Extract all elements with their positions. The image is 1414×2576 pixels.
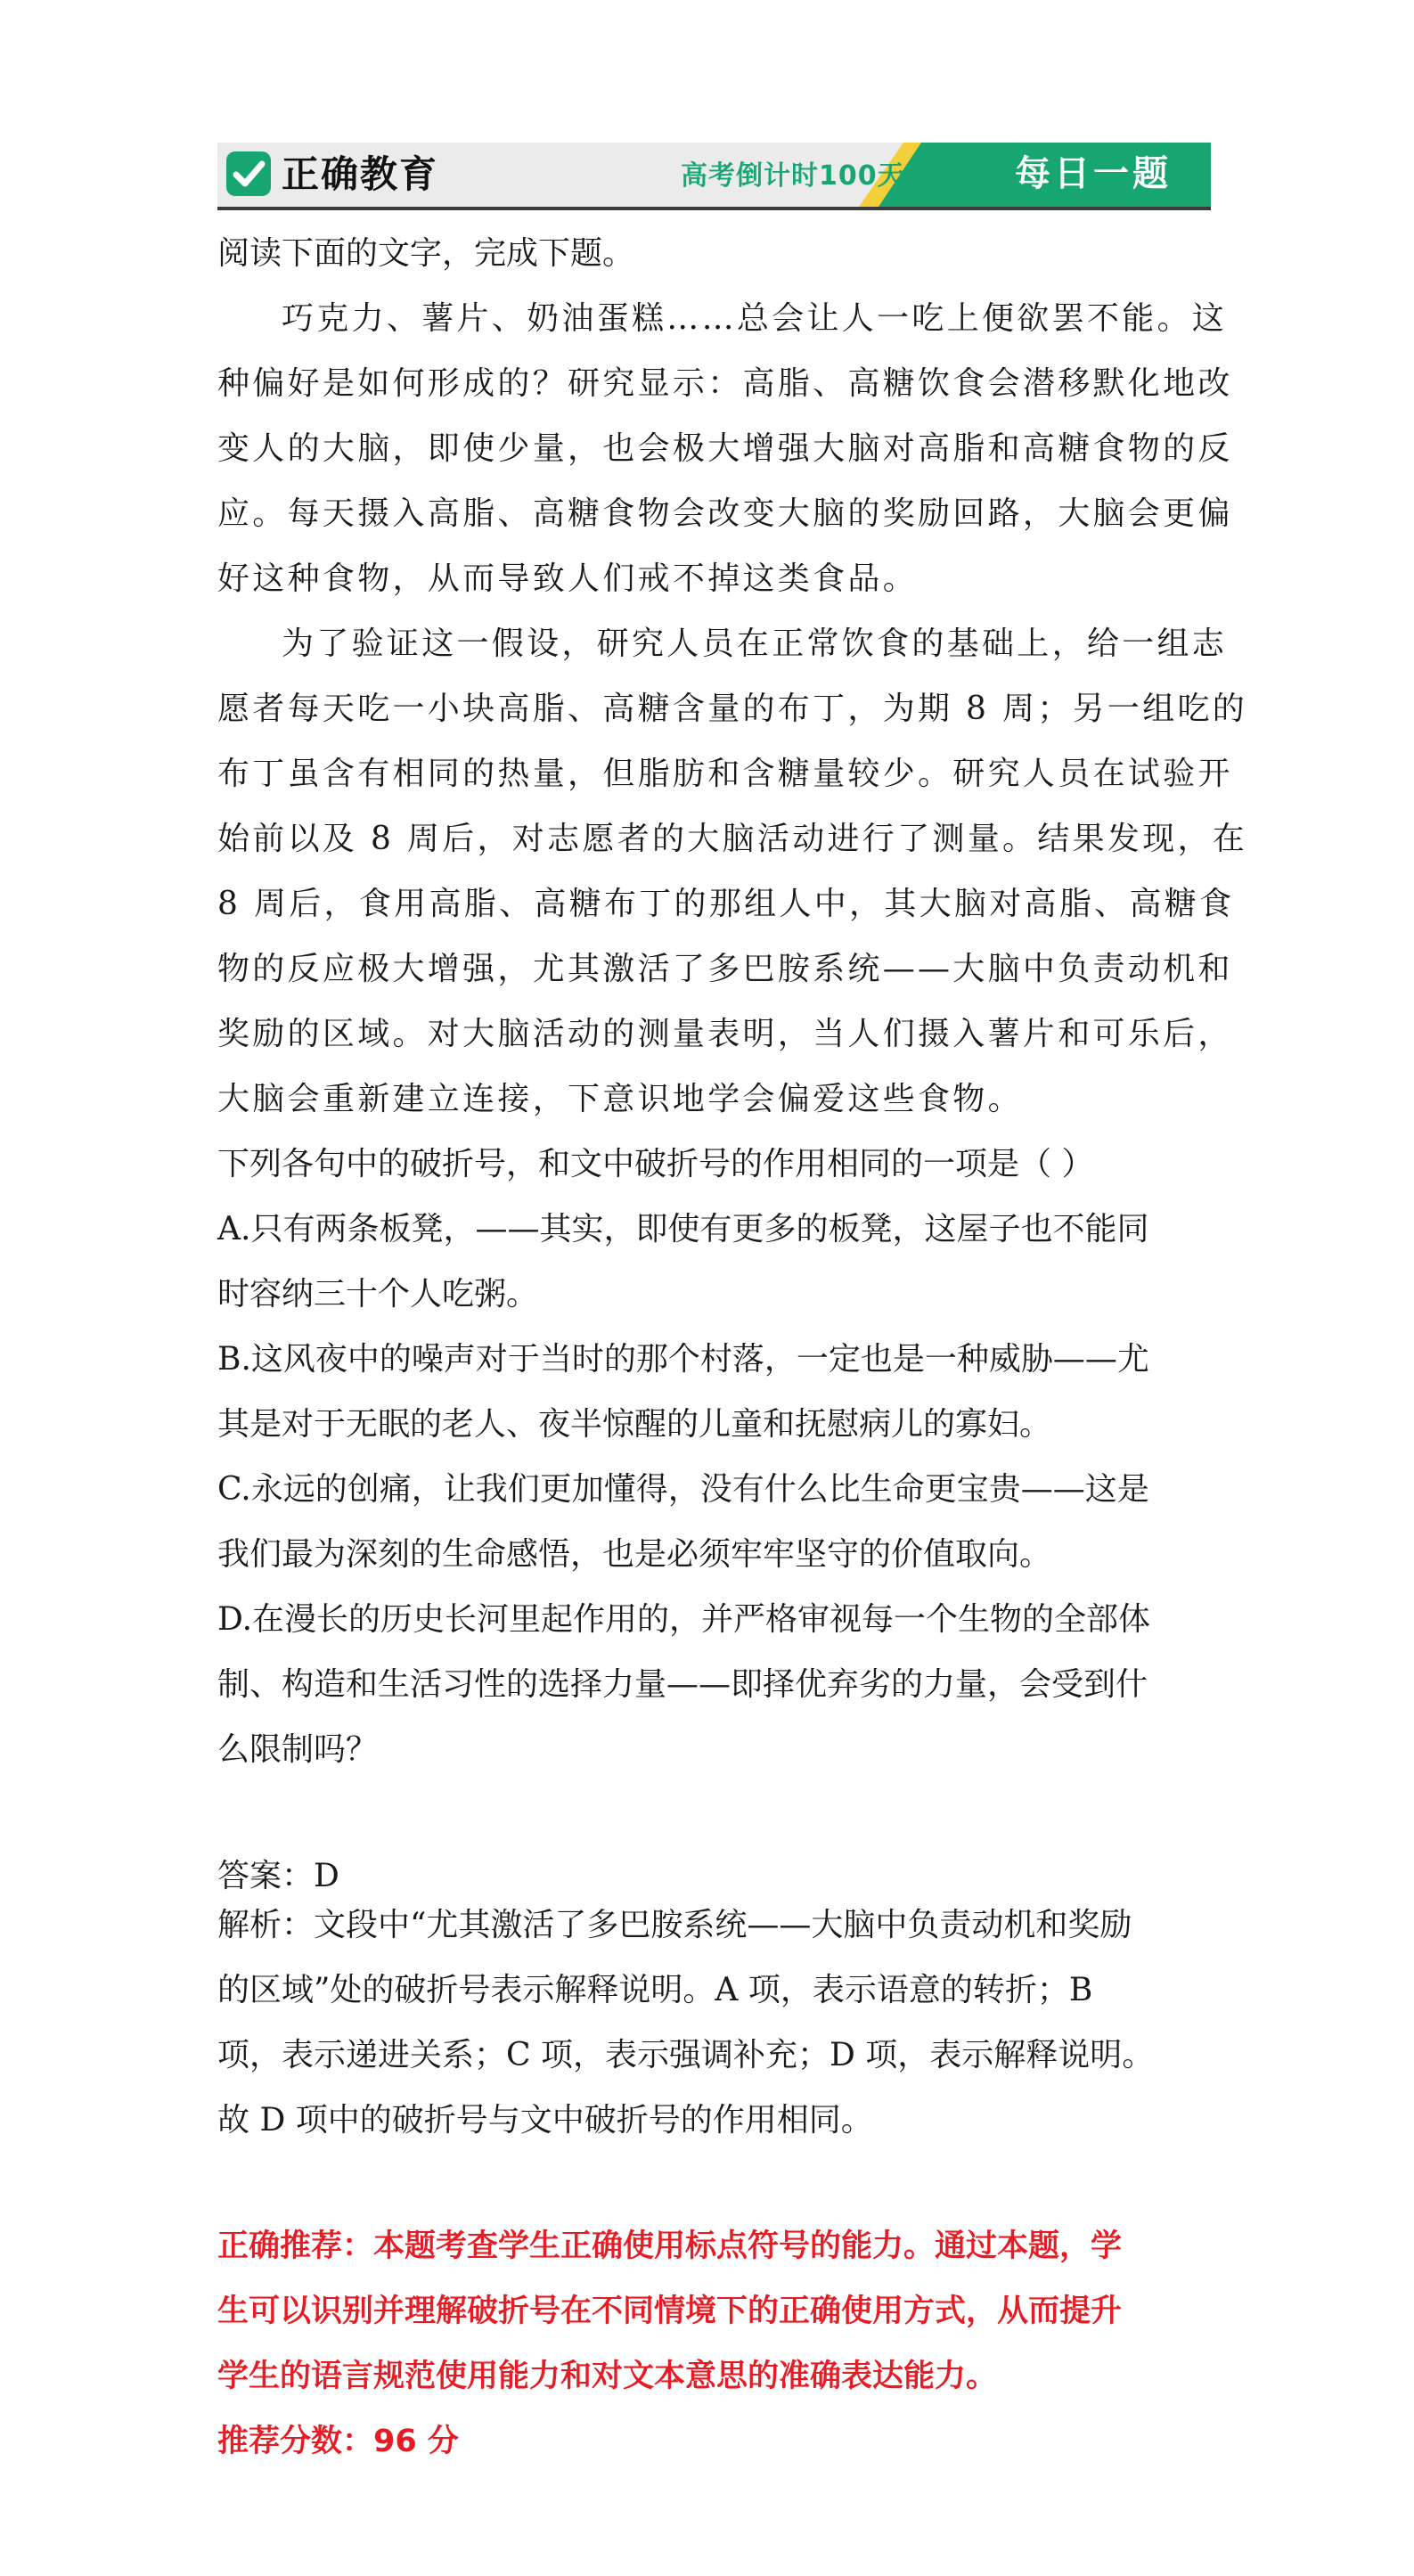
option-a: A.只有两条板凳，——其实，即使有更多的板凳，这屋子也不能同 — [217, 1211, 1149, 1247]
instruction: 阅读下面的文字，完成下题。 — [217, 235, 635, 272]
recommend-line: 生可以识别并理解破折号在不同情境下的正确使用方式，从而提升 — [217, 2294, 1123, 2329]
recommend-score: 推荐分数：96 分 — [217, 2424, 459, 2459]
passage-line: 变人的大脑，即使少量，也会极大增强大脑对高脂和高糖食物的反 — [217, 430, 1233, 467]
passage-line: 8 周后，食用高脂、高糖布丁的那组人中，其大脑对高脂、高糖食 — [217, 886, 1235, 922]
passage-line: 应。每天摄入高脂、高糖食物会改变大脑的奖励回路，大脑会更偏 — [217, 495, 1233, 532]
option-d: D.在漫长的历史长河里起作用的，并严格审视每一个生物的全部体 — [217, 1601, 1151, 1638]
passage-line: 奖励的区域。对大脑活动的测量表明，当人们摄入薯片和可乐后， — [217, 1016, 1233, 1052]
analysis-line: 故 D 项中的破折号与文中破折号的作用相同。 — [217, 2102, 873, 2138]
header-rule — [217, 207, 1211, 210]
option-c: 我们最为深刻的生命感悟，也是必须牢牢坚守的价值取向。 — [217, 1536, 1052, 1573]
passage-line: 好这种食物，从而导致人们戒不掉这类食品。 — [217, 560, 919, 597]
analysis-line: 解析：文段中“尤其激活了多巴胺系统——大脑中负责动机和奖励 — [217, 1907, 1132, 1943]
recommend-line: 正确推荐：本题考查学生正确使用标点符号的能力。通过本题，学 — [217, 2228, 1123, 2264]
analysis-line: 的区域”处的破折号表示解释说明。A 项，表示语意的转折；B — [217, 1972, 1093, 2008]
recommend-line: 学生的语言规范使用能力和对文本意思的准确表达能力。 — [217, 2359, 998, 2394]
option-a: 时容纳三十个人吃粥。 — [217, 1276, 539, 1313]
answer: 答案：D — [217, 1858, 339, 1894]
analysis-line: 项，表示递进关系；C 项，表示强调补充；D 项，表示解释说明。 — [217, 2037, 1155, 2073]
countdown-label: 高考倒计时100天 — [681, 160, 905, 192]
option-d: 制、构造和生活习性的选择力量——即择优弃劣的力量，会受到什 — [217, 1666, 1148, 1703]
option-b: 其是对于无眠的老人、夜半惊醒的儿童和抚慰病儿的寡妇。 — [217, 1406, 1052, 1443]
option-b: B.这风夜中的噪声对于当时的那个村落，一定也是一种威胁——尤 — [217, 1341, 1149, 1378]
passage-line: 愿者每天吃一小块高脂、高糖含量的布丁，为期 8 周；另一组吃的 — [217, 691, 1248, 727]
passage-line: 为了验证这一假设，研究人员在正常饮食的基础上，给一组志 — [282, 626, 1228, 662]
passage-line: 大脑会重新建立连接，下意识地学会偏爱这些食物。 — [217, 1081, 1023, 1117]
brand-name: 正确教育 — [282, 152, 439, 196]
daily-question-label: 每日一题 — [1015, 153, 1172, 194]
passage-line: 始前以及 8 周后，对志愿者的大脑活动进行了测量。结果发现，在 — [217, 821, 1248, 857]
passage-line: 物的反应极大增强，尤其激活了多巴胺系统——大脑中负责动机和 — [217, 951, 1233, 987]
option-c: C.永远的创痛，让我们更加懂得，没有什么比生命更宝贵——这是 — [217, 1471, 1149, 1508]
check-icon — [226, 151, 271, 196]
passage-line: 种偏好是如何形成的？研究显示：高脂、高糖饮食会潜移默化地改 — [217, 365, 1233, 402]
option-d: 么限制吗？ — [217, 1731, 379, 1768]
passage-line: 巧克力、薯片、奶油蛋糕……总会让人一吃上便欲罢不能。这 — [282, 300, 1228, 337]
passage-line: 布丁虽含有相同的热量，但脂肪和含糖量较少。研究人员在试验开 — [217, 756, 1233, 792]
question-stem: 下列各句中的破折号，和文中破折号的作用相同的一项是（ ） — [217, 1146, 1094, 1182]
header-banner — [217, 143, 1211, 207]
